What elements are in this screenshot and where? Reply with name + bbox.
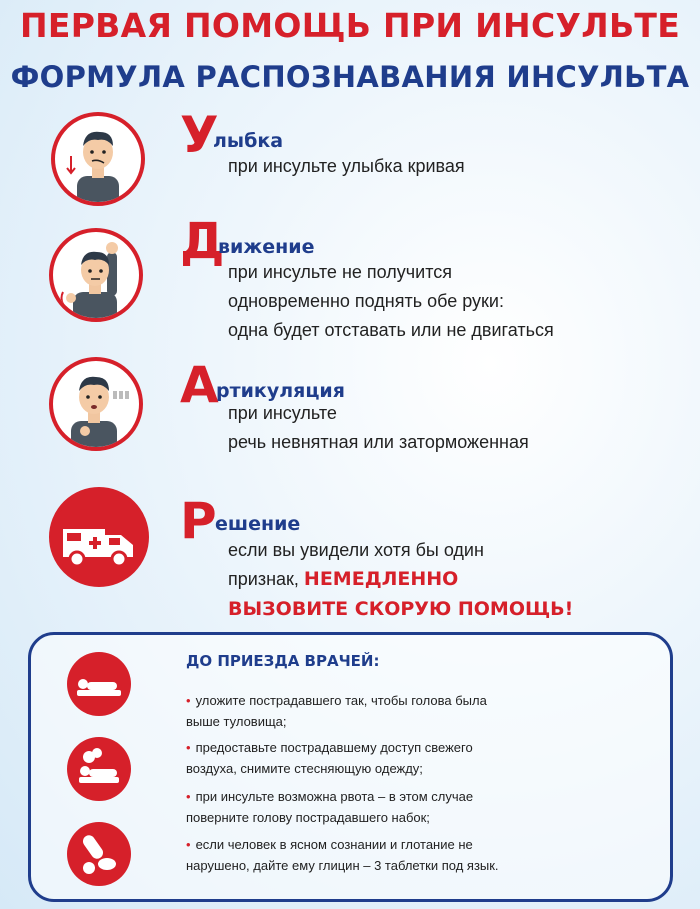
step-line: при инсульте не получится [228,262,452,282]
step-description [228,399,529,457]
pills-icon [67,822,131,886]
step-line [228,565,484,594]
step-line: одновременно поднять обе руки: [228,291,504,311]
list-item: • если человек в ясном сознании и глотание не нарушено, дайте ему глицин – 3 таблетки под язык. [186,834,606,876]
step-letter: Р [180,492,217,550]
list-item: • предоставьте пострадавшему доступ свежего воздуха, снимите стесняющую одежду; [186,737,606,779]
list-item: • уложите пострадавшего так, чтобы голова была выше туловища; [186,690,606,732]
call-ambulance-text: ВЫЗОВИТЕ СКОРУЮ ПОМОЩЬ! [228,598,574,620]
step-word: ешение [215,513,301,535]
lying-person-icon [67,652,131,716]
fresh-air-person-icon [67,737,131,801]
page-subtitle: ФОРМУЛА РАСПОЗНАВАНИЯ ИНСУЛЬТА [10,60,690,94]
bullet-text: воздуха, снимите стесняющую одежду; [186,761,423,776]
bullet-text: поверните голову пострадавшего набок; [186,810,430,825]
step-line: при инсульте улыбка кривая [228,156,465,176]
smile-person-icon [51,112,145,206]
step-letter: У [180,106,219,164]
before-doctors-title: ДО ПРИЕЗДА ВРАЧЕЙ: [186,652,380,670]
bullet-text: при инсульте возможна рвота – в этом случае [195,789,474,804]
list-item: • при инсульте возможна рвота – в этом случае поверните голову пострадавшего набок; [186,786,606,828]
step-word: ртикуляция [216,380,345,402]
step-line: одна будет отставать или не двигаться [228,320,554,340]
bullet-text: уложите пострадавшего так, чтобы голова была [195,693,487,708]
step-line: если вы увидели хотя бы один [228,540,484,560]
step-line: речь невнятная или заторможенная [228,432,529,452]
speech-person-icon [49,357,143,451]
step-line-text: признак, [228,569,299,589]
step-word: вижение [218,236,315,258]
step-word: лыбка [213,130,284,152]
bullet-text: предоставьте пострадавшему доступ свежего [195,740,473,755]
step-description [228,536,484,594]
step-letter: Д [180,212,225,270]
step-description [228,258,554,345]
bullet-text: если человек в ясном сознании и глотание не [195,837,473,852]
step-line: при инсульте [228,403,337,423]
bullet-text: выше туловища; [186,714,287,729]
step-letter: А [180,356,219,414]
emphasis-text: НЕМЕДЛЕННО [303,568,459,590]
page-title: ПЕРВАЯ ПОМОЩЬ ПРИ ИНСУЛЬТЕ [19,6,681,45]
step-description [228,152,465,181]
raised-arm-person-icon [49,228,143,322]
ambulance-icon [49,487,149,587]
bullet-text: нарушено, дайте ему глицин – 3 таблетки под язык. [186,858,499,873]
